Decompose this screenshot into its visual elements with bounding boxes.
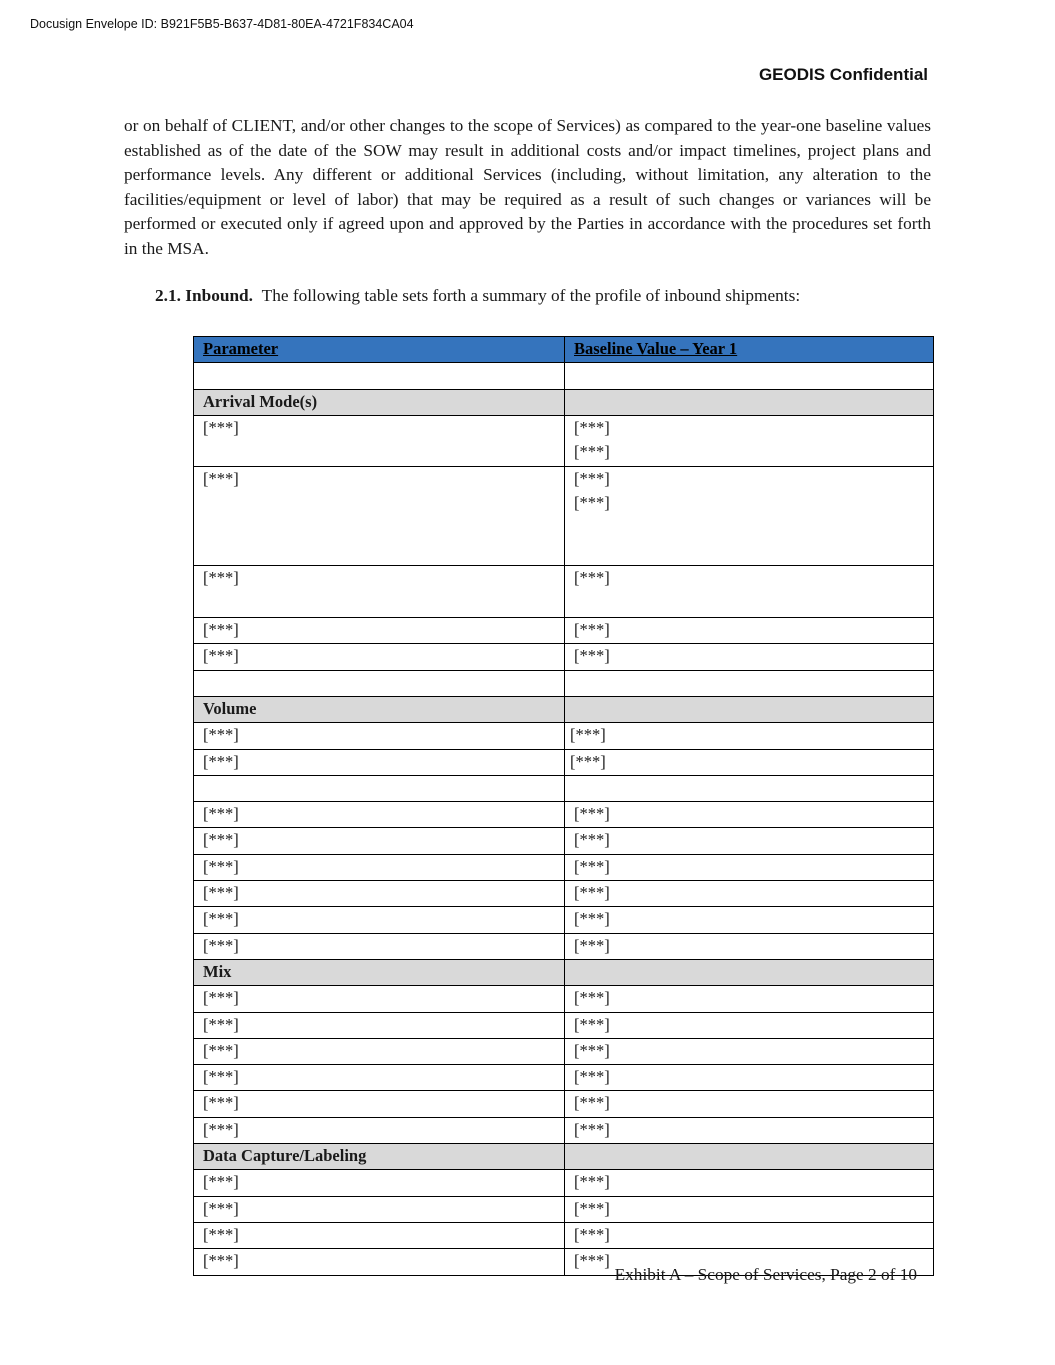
header-baseline: Baseline Value – Year 1 — [565, 337, 934, 363]
table-row — [194, 644, 934, 670]
table-cell: [***] — [565, 1249, 934, 1275]
table-cell: [***] — [194, 1196, 565, 1222]
table-row — [194, 986, 934, 1012]
category-label: Volume — [194, 696, 565, 722]
table-cell: [***] — [565, 802, 934, 828]
table-row — [194, 1091, 934, 1117]
table-cell: [***] — [194, 802, 565, 828]
table-cell: [***] — [194, 467, 565, 566]
table-row — [194, 723, 934, 749]
table-cell: [***] [***] — [565, 467, 934, 566]
table-header-row — [194, 337, 934, 363]
table-row — [194, 467, 934, 566]
category-row-data-capture — [194, 1144, 934, 1170]
table-cell: [***] — [565, 1012, 934, 1038]
table-cell: [***] — [194, 1222, 565, 1248]
table-cell: [***] — [194, 566, 565, 618]
table-cell: [***] — [194, 1012, 565, 1038]
table-cell: [***] — [565, 1170, 934, 1196]
table-row — [194, 566, 934, 618]
table-row — [194, 933, 934, 959]
table-cell: [***] — [565, 1065, 934, 1091]
table-row — [194, 363, 934, 389]
table-cell: [***] — [565, 986, 934, 1012]
table-cell: [***] — [194, 828, 565, 854]
table-cell: [***] — [194, 1117, 565, 1143]
table-cell: [***] — [565, 566, 934, 618]
table-cell: [***] — [565, 907, 934, 933]
inbound-profile-table — [193, 336, 934, 1276]
envelope-id: Docusign Envelope ID: B921F5B5-B637-4D81-80EA-4721F834CA04 — [30, 17, 414, 31]
table-cell: [***] — [194, 933, 565, 959]
table-cell: [***] — [565, 1117, 934, 1143]
table-row — [194, 1170, 934, 1196]
table-row — [194, 775, 934, 801]
table-row — [194, 1196, 934, 1222]
table-cell: [***] — [194, 1170, 565, 1196]
category-row-arrival — [194, 389, 934, 415]
table-cell: [***] — [565, 1038, 934, 1064]
table-cell: [***] — [565, 644, 934, 670]
table-row — [194, 749, 934, 775]
table-cell: [***] — [194, 644, 565, 670]
table-cell: [***] — [565, 1222, 934, 1248]
header-parameter: Parameter — [194, 337, 565, 363]
table-row — [194, 854, 934, 880]
table-row — [194, 618, 934, 644]
table-cell: [***] — [565, 828, 934, 854]
table-cell: [***] — [194, 1065, 565, 1091]
category-label: Data Capture/Labeling — [194, 1144, 565, 1170]
page-footer: Exhibit A – Scope of Services, Page 2 of 10 — [614, 1265, 917, 1284]
section-title: Inbound. — [185, 286, 253, 305]
table-cell: [***] — [565, 881, 934, 907]
table-row — [194, 828, 934, 854]
table-cell: [***] — [194, 723, 565, 749]
table-cell: [***] — [194, 1249, 565, 1275]
table-cell: [***] — [194, 907, 565, 933]
table-cell: [***] — [565, 1091, 934, 1117]
table-row — [194, 907, 934, 933]
table-cell: [***] — [565, 933, 934, 959]
table-row — [194, 1222, 934, 1248]
section-text: The following table sets forth a summary of the profile of inbound shipments: — [261, 286, 801, 305]
table-row — [194, 415, 934, 467]
category-label: Mix — [194, 959, 565, 985]
confidential-label: GEODIS Confidential — [758, 65, 928, 84]
table-row — [194, 1012, 934, 1038]
table-cell: [***] — [565, 854, 934, 880]
table-cell: [***] — [194, 854, 565, 880]
table-cell: [***] — [194, 415, 565, 467]
table-row — [194, 670, 934, 696]
table-cell: [***] — [194, 881, 565, 907]
table-cell: [***] — [194, 1038, 565, 1064]
category-row-volume — [194, 696, 934, 722]
section-heading — [155, 286, 800, 306]
intro-paragraph: or on behalf of CLIENT, and/or other changes to the scope of Services) as compared to the year-one baseline values established as of the date of the SOW may result in additional costs and/or impact timelines, project plans and performance levels. Any different or additional Services (including, without limitation, any alteration to the facilities/equipment or level of labor) that may be required as a result of such changes or variances will be performed or executed only if agreed upon and approved by the Parties in accordance with the procedures set forth in the MSA. — [124, 116, 931, 258]
table-cell: [***] — [194, 749, 565, 775]
category-label: Arrival Mode(s) — [194, 389, 565, 415]
table-cell: [***] [***] — [565, 415, 934, 467]
section-number: 2.1. — [155, 286, 181, 305]
category-row-mix — [194, 959, 934, 985]
table-row — [194, 881, 934, 907]
table-row — [194, 1117, 934, 1143]
table-cell: [***] — [194, 618, 565, 644]
table-cell: [***] — [565, 749, 934, 775]
table-row — [194, 1038, 934, 1064]
table-row — [194, 802, 934, 828]
table-cell: [***] — [194, 986, 565, 1012]
table-cell: [***] — [565, 723, 934, 749]
table-cell: [***] — [565, 1196, 934, 1222]
table-row — [194, 1065, 934, 1091]
table-cell: [***] — [194, 1091, 565, 1117]
table-cell: [***] — [565, 618, 934, 644]
